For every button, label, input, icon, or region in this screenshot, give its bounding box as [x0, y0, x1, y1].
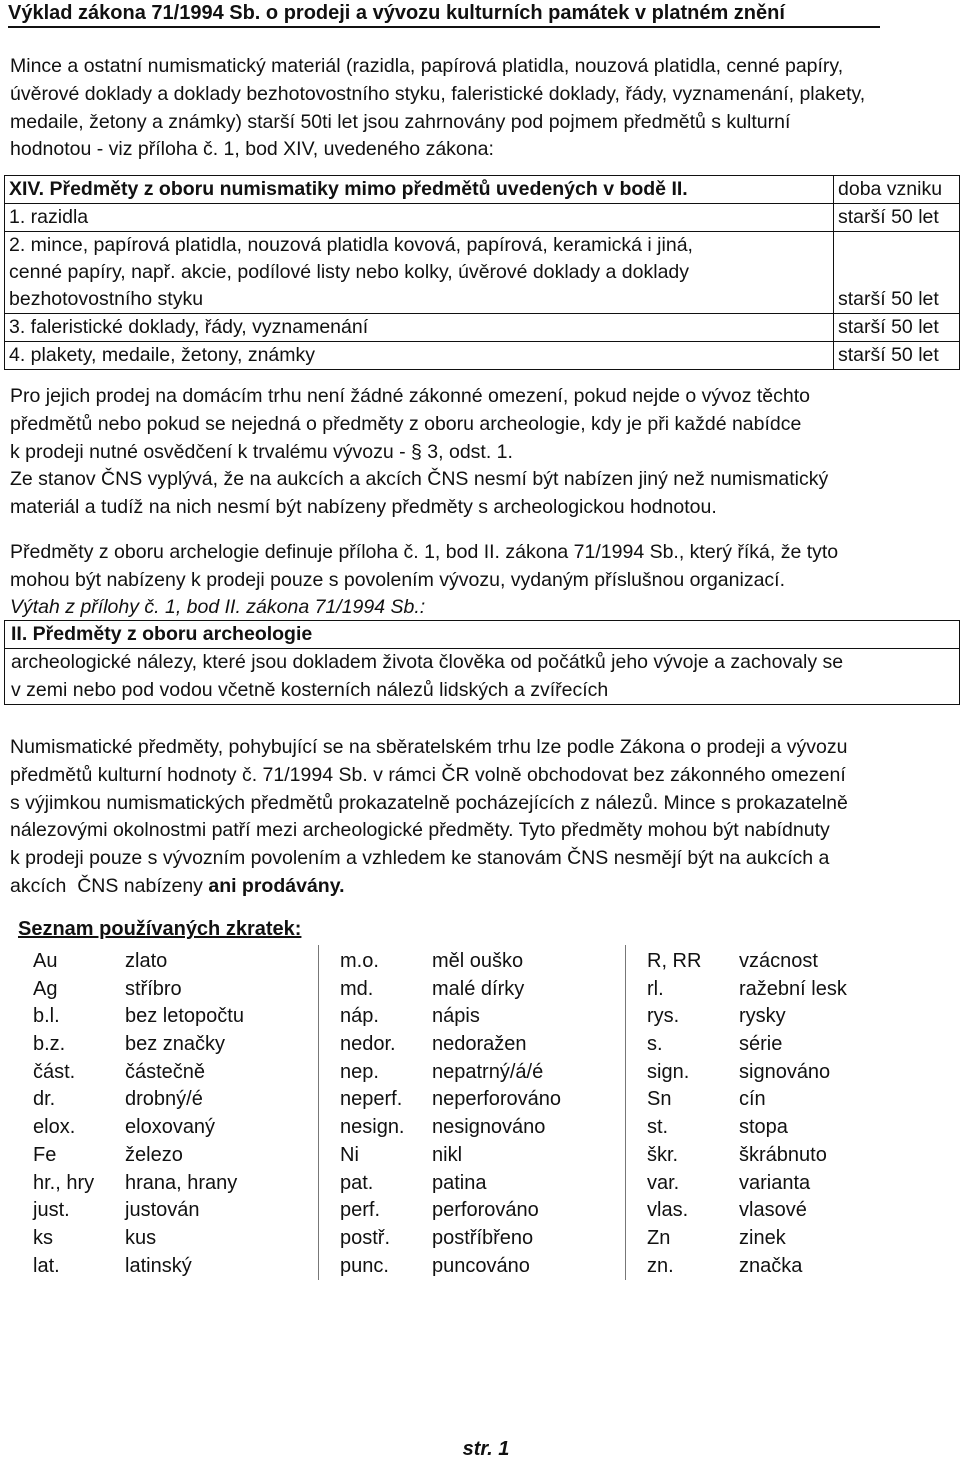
- abbreviation-meaning: nikl: [432, 1143, 463, 1166]
- abbreviation-row: [340, 1031, 561, 1059]
- text-line: hodnotou - viz příloha č. 1, bod XIV, uvedeného zákona:: [10, 138, 494, 161]
- last-line-normal: akcích ČNS nabízeny: [10, 874, 209, 897]
- abbreviation-key: pat.: [340, 1171, 374, 1194]
- table-row: [5, 204, 960, 232]
- page-number: str. 1: [462, 1438, 510, 1460]
- item-cell: [5, 342, 834, 370]
- table-row: [5, 314, 960, 342]
- abbreviation-row: [647, 1170, 847, 1198]
- abbreviation-key: Au: [33, 950, 58, 972]
- text-line: Předměty z oboru archelogie definuje příloha č. 1, bod II. zákona 71/1994 Sb., který říká, že tyto: [10, 541, 839, 563]
- text-line: s výjimkou numismatických předmětů prokazatelně pocházejících z nálezů. Mince s prokazatelně: [10, 791, 848, 814]
- abbreviation-key: nesign.: [340, 1116, 405, 1139]
- numismatics-table: [4, 175, 960, 370]
- abbreviation-row: [33, 1114, 244, 1142]
- abbreviation-row: [33, 1059, 244, 1087]
- abbreviation-row: [340, 1086, 561, 1114]
- abbreviation-row: [33, 1170, 244, 1198]
- abbreviation-meaning: bez letopočtu: [125, 1005, 244, 1028]
- archeology-box: [4, 620, 960, 705]
- item-cell: [5, 314, 834, 342]
- age-cell: starší 50 let: [834, 342, 960, 370]
- abbreviation-row: [647, 1114, 847, 1142]
- abbreviation-row: [33, 1142, 244, 1170]
- abbreviation-key: just.: [33, 1199, 70, 1222]
- abbreviation-meaning: železo: [125, 1143, 183, 1166]
- abbreviation-key: lat.: [33, 1254, 60, 1277]
- intro-paragraph: [10, 53, 945, 164]
- item-text: 2. mince, papírová platidla, nouzová platidla kovová, papírová, keramická i jiná,: [9, 234, 693, 256]
- abbreviation-row: [340, 976, 561, 1004]
- abbreviation-row: [647, 1031, 847, 1059]
- abbreviation-row: [647, 948, 847, 976]
- age-cell: starší 50 let: [834, 204, 960, 232]
- abbreviation-row: [340, 1253, 561, 1281]
- abbreviation-row: [340, 1225, 561, 1253]
- sale-paragraph: [10, 383, 945, 522]
- trade-paragraph-last-line: [10, 873, 945, 901]
- abbreviations-title: Seznam používaných zkratek:: [18, 918, 302, 940]
- abbreviation-column-1: [33, 948, 244, 1280]
- abbreviation-meaning: postříbřeno: [432, 1226, 534, 1249]
- abbreviation-meaning: značka: [739, 1254, 803, 1277]
- item-text: bezhotovostního styku: [9, 288, 204, 310]
- abbreviation-meaning: nesignováno: [432, 1116, 546, 1139]
- abbreviation-row: [33, 1086, 244, 1114]
- abbreviation-meaning: rysky: [739, 1005, 786, 1028]
- abbreviation-row: [33, 1031, 244, 1059]
- abbreviation-row: [647, 1086, 847, 1114]
- abbreviation-row: [340, 1003, 561, 1031]
- abbreviation-row: [647, 976, 847, 1004]
- abbreviation-meaning: stříbro: [125, 977, 182, 1000]
- abbreviation-meaning: bez značky: [125, 1033, 226, 1056]
- abbreviation-row: [33, 1225, 244, 1253]
- abbreviation-key: Ag: [33, 977, 58, 1000]
- abbreviation-meaning: patina: [432, 1171, 487, 1194]
- text-line: předmětů nebo pokud se nejedná o předměty z oboru archeologie, kdy je při každé nabídce: [10, 412, 802, 435]
- abbreviation-key: ks: [33, 1226, 53, 1249]
- abbreviation-meaning: vlasové: [739, 1199, 807, 1222]
- abbreviation-meaning: částečně: [125, 1060, 206, 1083]
- abbreviation-key: postř.: [340, 1226, 391, 1249]
- abbreviation-row: [340, 1197, 561, 1225]
- abbreviation-meaning: nedoražen: [432, 1033, 527, 1056]
- text-line: k prodeji nutné osvědčení k trvalému vývozu - § 3, odst. 1.: [10, 440, 513, 463]
- text-line: předmětů kulturní hodnoty č. 71/1994 Sb. v rámci ČR volně obchodovat bez zákonného omezení: [10, 763, 846, 786]
- abbreviation-meaning: série: [739, 1033, 783, 1056]
- abbreviation-meaning: nepatrný/á/é: [432, 1060, 544, 1083]
- archeology-box-body: [5, 649, 959, 704]
- item-text: 1. razidla: [9, 206, 89, 228]
- abbreviation-meaning: neperforováno: [432, 1088, 561, 1111]
- item-text: cenné papíry, např. akcie, podílové listy nebo kolky, úvěrové doklady a doklady: [9, 261, 690, 283]
- age-cell: starší 50 let: [834, 314, 960, 342]
- abbreviation-meaning: ražební lesk: [739, 977, 847, 1000]
- abbreviation-key: var.: [647, 1171, 680, 1194]
- abbreviation-meaning: eloxovaný: [125, 1116, 216, 1139]
- item-cell: [5, 204, 834, 232]
- abbreviation-key: část.: [33, 1060, 76, 1083]
- abbreviation-key: rys.: [647, 1005, 680, 1028]
- abbreviation-row: [33, 976, 244, 1004]
- abbreviation-key: punc.: [340, 1254, 389, 1277]
- abbreviation-key: rl.: [647, 977, 664, 1000]
- table-header-left: XIV. Předměty z oboru numismatiky mimo předmětů uvedených v bodě II.: [5, 176, 834, 204]
- abbreviation-key: hr., hry: [33, 1171, 95, 1194]
- abbreviation-column-3: [647, 948, 847, 1280]
- abbreviation-meaning: signováno: [739, 1060, 831, 1083]
- abbreviation-meaning: justován: [125, 1199, 200, 1222]
- abbreviation-key: Sn: [647, 1088, 672, 1111]
- abbreviation-row: [340, 1114, 561, 1142]
- abbreviation-column-2: [340, 948, 561, 1280]
- column-divider: [318, 945, 319, 1280]
- text-line: nálezovými okolnostmi patří mezi archeologické předměty. Tyto předměty mohou být nabídnuty: [10, 819, 830, 842]
- text-line: Mince a ostatní numismatický materiál (razidla, papírová platidla, nouzová platidla, cenné papíry,: [10, 55, 844, 77]
- abbreviation-key: zn.: [647, 1254, 674, 1277]
- abbreviation-meaning: měl ouško: [432, 950, 524, 972]
- table-row: [5, 342, 960, 370]
- text-line: medaile, žetony a známky) starší 50ti let jsou zahrnovány pod pojmem předmětů s kulturní: [10, 110, 791, 133]
- abbreviation-meaning: perforováno: [432, 1199, 539, 1222]
- abbreviation-meaning: puncováno: [432, 1254, 530, 1277]
- abbreviation-meaning: latinský: [125, 1254, 192, 1277]
- text-line: mohou být nabízeny k prodeji pouze s povolením vývozu, vydaným příslušnou organizací.: [10, 568, 786, 591]
- abbreviation-meaning: malé dírky: [432, 977, 525, 1000]
- abbreviation-meaning: kus: [125, 1226, 157, 1249]
- abbreviation-meaning: zlato: [125, 950, 168, 972]
- text-line: k prodeji pouze s vývozním povolením a vzhledem ke stanovám ČNS nesmějí být na aukcích a: [10, 847, 830, 870]
- abbreviation-key: dr.: [33, 1088, 56, 1111]
- text-line: Numismatické předměty, pohybující se na sběratelském trhu lze podle Zákona o prodeji a vývozu: [10, 736, 848, 758]
- table-header-row: [5, 176, 960, 204]
- abbreviation-key: perf.: [340, 1199, 381, 1222]
- abbreviation-key: m.o.: [340, 950, 379, 972]
- abbreviation-key: md.: [340, 977, 374, 1000]
- table-row: [5, 232, 960, 314]
- text-line: Ze stanov ČNS vyplývá, že na aukcích a akcích ČNS nesmí být nabízen jiný než numismatický: [10, 468, 829, 491]
- abbreviation-row: [647, 1142, 847, 1170]
- abbreviation-meaning: škrábnuto: [739, 1143, 827, 1166]
- document-title: Výklad zákona 71/1994 Sb. o prodeji a vývozu kulturních památek v platném znění: [8, 0, 880, 28]
- abbreviation-row: [33, 948, 244, 976]
- abbreviation-meaning: cín: [739, 1088, 766, 1111]
- abbreviation-row: [340, 948, 561, 976]
- abbreviation-row: [647, 1059, 847, 1087]
- abbreviation-key: Zn: [647, 1226, 671, 1249]
- text-line: materiál a tudíž na nich nesmí být nabízeny předměty s archeologickou hodnotou.: [10, 496, 717, 519]
- abbreviation-key: nep.: [340, 1060, 379, 1083]
- abbreviation-key: b.z.: [33, 1033, 66, 1056]
- abbreviation-key: Fe: [33, 1143, 57, 1166]
- abbreviation-row: [33, 1197, 244, 1225]
- abbreviation-key: neperf.: [340, 1088, 403, 1111]
- abbreviation-key: sign.: [647, 1060, 690, 1083]
- abbreviation-key: st.: [647, 1116, 669, 1139]
- age-cell: starší 50 let: [834, 232, 960, 314]
- text-line: Pro jejich prodej na domácím trhu není žádné zákonné omezení, pokud nejde o vývoz těchto: [10, 385, 810, 407]
- abbreviation-key: Ni: [340, 1143, 359, 1166]
- text-line: úvěrové doklady a doklady bezhotovostního styku, faleristické doklady, řády, vyznamenání, plakety,: [10, 82, 866, 105]
- abbreviation-meaning: zinek: [739, 1226, 786, 1249]
- abbreviation-key: náp.: [340, 1005, 379, 1028]
- abbreviation-key: s.: [647, 1033, 663, 1056]
- text-line: v zemi nebo pod vodou včetně kosterních nálezů lidských a zvířecích: [11, 678, 609, 701]
- item-text: 4. plakety, medaile, žetony, známky: [9, 344, 316, 366]
- abbreviation-meaning: varianta: [739, 1171, 811, 1194]
- abbreviation-key: škr.: [647, 1143, 679, 1166]
- archeology-box-header: II. Předměty z oboru archeologie: [5, 621, 959, 649]
- abbreviation-row: [647, 1197, 847, 1225]
- abbreviation-row: [340, 1142, 561, 1170]
- abbreviation-meaning: vzácnost: [739, 950, 818, 972]
- abbreviation-key: elox.: [33, 1116, 76, 1139]
- abbreviation-row: [33, 1253, 244, 1281]
- abbreviation-row: [647, 1225, 847, 1253]
- abbreviation-meaning: stopa: [739, 1116, 788, 1139]
- archeology-paragraph: [10, 539, 945, 595]
- abbreviation-meaning: nápis: [432, 1005, 480, 1028]
- abbreviation-key: R, RR: [647, 950, 702, 972]
- abbreviation-meaning: drobný/é: [125, 1088, 203, 1111]
- abbreviation-key: b.l.: [33, 1005, 60, 1028]
- abbreviation-row: [340, 1059, 561, 1087]
- abbreviation-row: [647, 1003, 847, 1031]
- table-header-right: doba vzniku: [834, 176, 960, 204]
- trade-paragraph: [10, 734, 945, 901]
- last-line-bold: ani prodávány.: [208, 874, 345, 897]
- column-divider: [625, 945, 626, 1280]
- abbreviation-key: vlas.: [647, 1199, 689, 1222]
- item-cell: [5, 232, 834, 314]
- abbreviation-meaning: hrana, hrany: [125, 1171, 238, 1194]
- abbreviation-key: nedor.: [340, 1033, 396, 1056]
- abbreviation-row: [647, 1253, 847, 1281]
- text-line: archeologické nálezy, které jsou dokladem života člověka od počátků jeho vývoje a zachovaly se: [11, 651, 844, 673]
- abbreviation-row: [340, 1170, 561, 1198]
- abbreviation-row: [33, 1003, 244, 1031]
- item-text: 3. faleristické doklady, řády, vyznamenání: [9, 316, 369, 338]
- excerpt-label: Výtah z přílohy č. 1, bod II. zákona 71/1994 Sb.:: [10, 596, 426, 618]
